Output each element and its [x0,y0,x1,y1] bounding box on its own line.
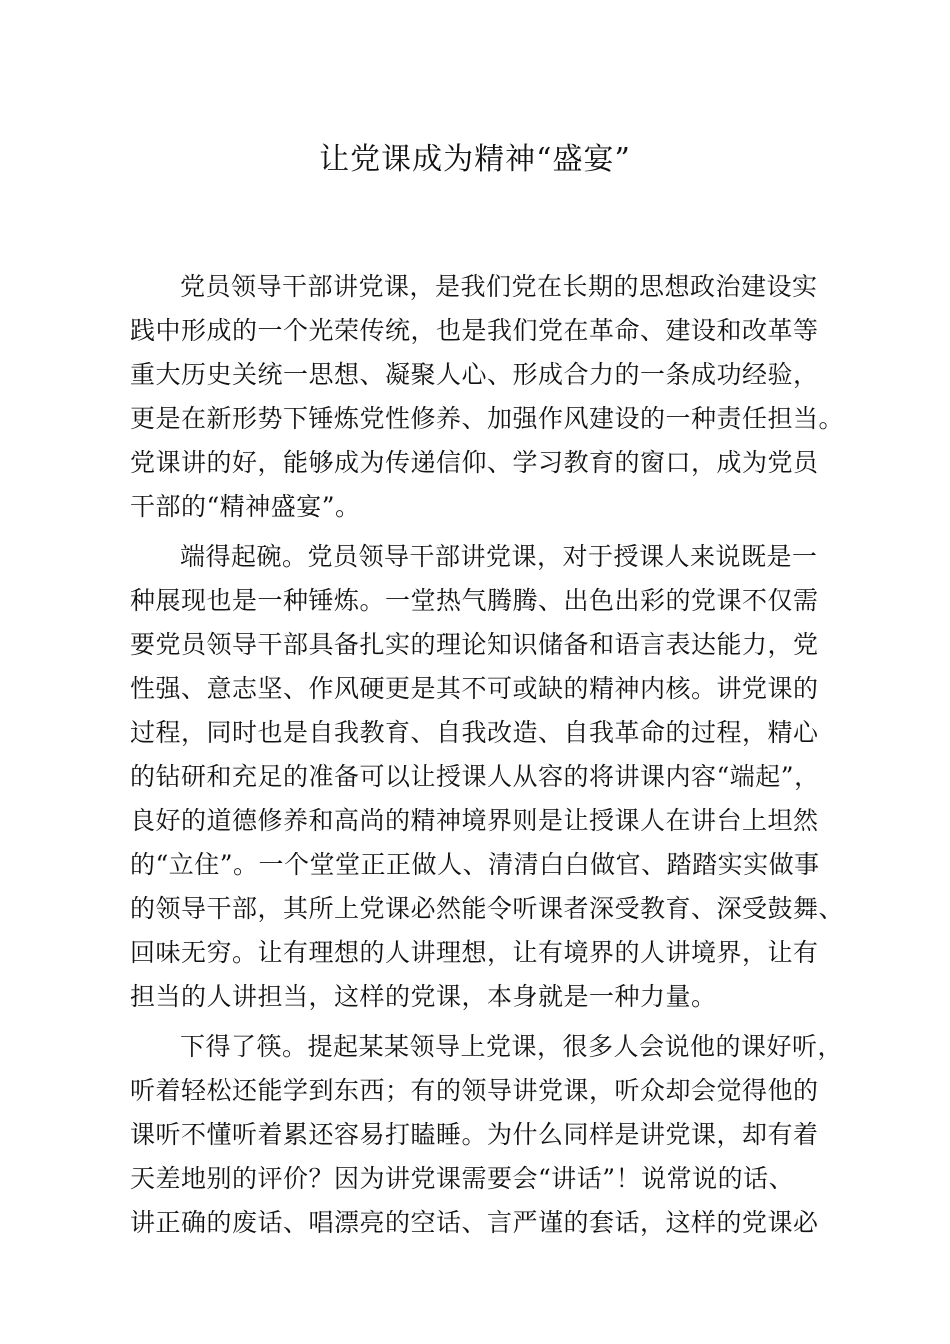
text-line: 下得了筷。提起某某领导上党课，很多人会说他的课好听， [180,1032,844,1061]
paragraph-3 [130,1025,844,1245]
text-line: 性强、意志坚、作风硬更是其不可或缺的精神内核。讲党课的 [130,674,819,703]
text-line: 讲正确的废话、唱漂亮的空话、言严谨的套话，这样的党课必 [130,1208,819,1237]
paragraph-1 [130,265,845,529]
document-title: 让党课成为精神“盛宴” [319,142,631,177]
text-line: 更是在新形势下锤炼党性修养、加强作风建设的一种责任担当。 [130,404,845,433]
text-line: 干部的“精神盛宴”。 [130,492,361,521]
text-line: 要党员领导干部具备扎实的理论知识储备和语言表达能力，党 [130,630,819,659]
text-line: 的钻研和充足的准备可以让授课人从容的将讲课内容“端起”， [130,762,820,791]
text-line: 的领导干部，其所上党课必然能令听课者深受教育、深受鼓舞、 [130,894,845,923]
document-body [130,265,845,1245]
text-line: 回味无穷。让有理想的人讲理想，让有境界的人讲境界，让有 [130,938,819,967]
text-line: 党员领导干部讲党课，是我们党在长期的思想政治建设实 [180,272,818,301]
text-line: 课听不懂听着累还容易打瞌睡。为什么同样是讲党课，却有着 [130,1120,819,1149]
text-line: 的“立住”。一个堂堂正正做人、清清白白做官、踏踏实实做事 [130,850,820,879]
text-line: 端得起碗。党员领导干部讲党课，对于授课人来说既是一 [180,542,818,571]
text-line: 重大历史关统一思想、凝聚人心、形成合力的一条成功经验， [130,360,819,389]
text-line: 良好的道德修养和高尚的精神境界则是让授课人在讲台上坦然 [130,806,819,835]
text-line: 天差地别的评价？因为讲党课需要会“讲话”！说常说的话、 [130,1164,795,1193]
paragraph-2 [130,535,845,1019]
text-line: 党课讲的好，能够成为传递信仰、学习教育的窗口，成为党员 [130,448,819,477]
text-line: 过程，同时也是自我教育、自我改造、自我革命的过程，精心 [130,718,819,747]
text-line: 践中形成的一个光荣传统，也是我们党在革命、建设和改革等 [130,316,819,345]
text-line: 担当的人讲担当，这样的党课，本身就是一种力量。 [130,982,717,1011]
text-line: 听着轻松还能学到东西；有的领导讲党课，听众却会觉得他的 [130,1076,819,1105]
text-line: 种展现也是一种锤炼。一堂热气腾腾、出色出彩的党课不仅需 [130,586,819,615]
